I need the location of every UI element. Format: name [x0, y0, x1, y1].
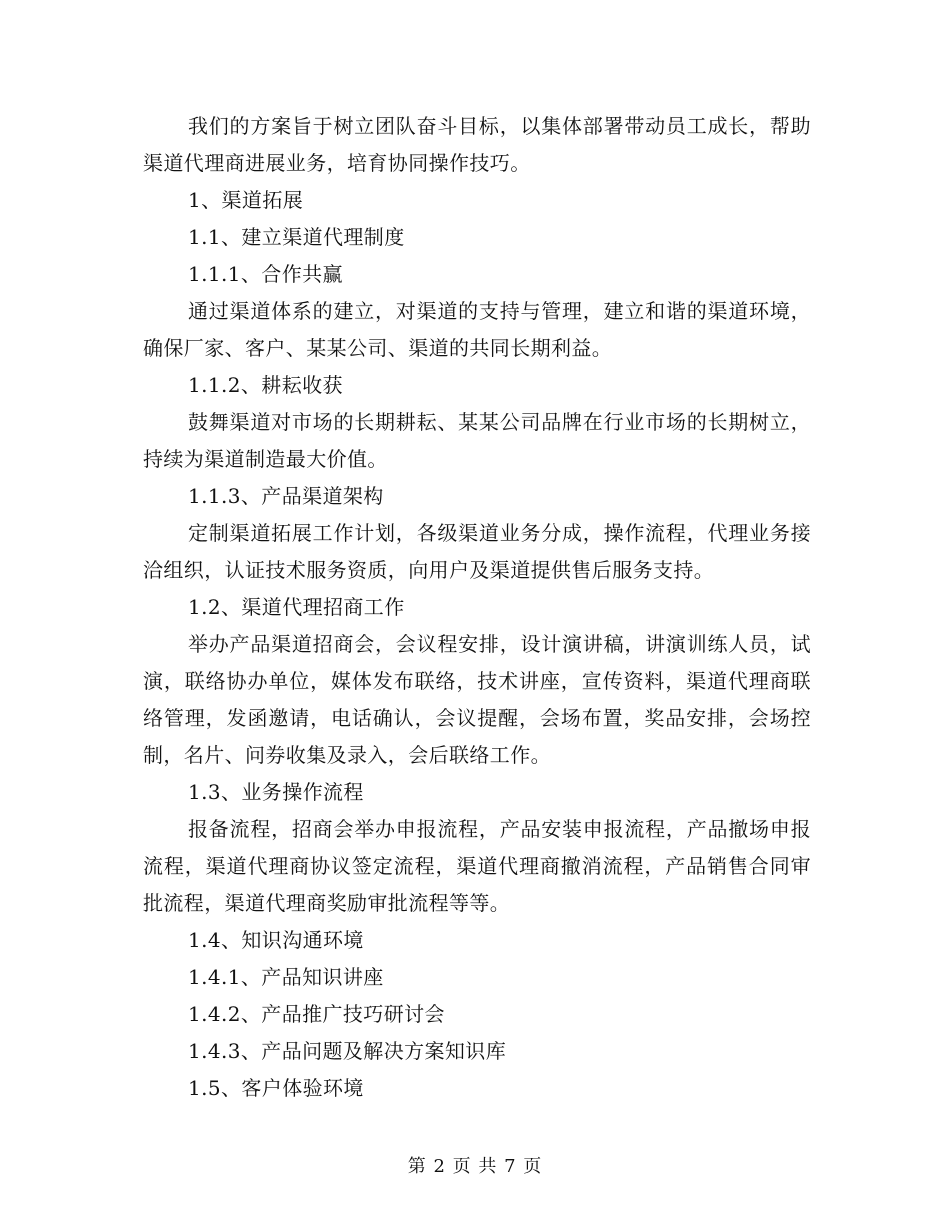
heading-product-knowledge-lecture: 1.4.1、产品知识讲座 — [188, 965, 384, 989]
page-number-footer: 第 2 页 共 7 页 — [407, 1156, 543, 1177]
heading-product-channel-structure: 1.1.3、产品渠道架构 — [188, 484, 384, 508]
paragraph-win-win: 通过渠道体系的建立，对渠道的支持与管理，建立和谐的渠道环境，确保厂家、客户、某某公司、渠道的共同长期利益。 — [143, 299, 811, 360]
heading-win-win: 1.1.1、合作共赢 — [188, 262, 343, 286]
heading-investment-promotion: 1.2、渠道代理招商工作 — [188, 595, 405, 619]
paragraph-investment-promotion: 举办产品渠道招商会，会议程安排，设计演讲稿，讲演训练人员，试演，联络协办单位，媒体发布联络，技术讲座，宣传资料，渠道代理商联络管理，发函邀请，电话确认，会议提醒，会场布置，奖品安排，会场控制，名片、问券收集及录入，会后联络工作。 — [143, 632, 811, 767]
heading-channel-expansion: 1、渠道拓展 — [188, 188, 304, 212]
paragraph-business-process: 报备流程，招商会举办申报流程，产品安装申报流程，产品撤场申报流程，渠道代理商协议签定流程，渠道代理商撤消流程，产品销售合同审批流程，渠道代理商奖励审批流程等等。 — [143, 817, 811, 915]
paragraph-cultivate-harvest: 鼓舞渠道对市场的长期耕耘、某某公司品牌在行业市场的长期树立，持续为渠道制造最大价值。 — [143, 410, 811, 471]
heading-business-process: 1.3、业务操作流程 — [188, 780, 364, 804]
document-body — [143, 108, 811, 1107]
heading-customer-experience: 1.5、客户体验环境 — [188, 1076, 364, 1100]
heading-cultivate-harvest: 1.1.2、耕耘收获 — [188, 373, 343, 397]
heading-agent-system: 1.1、建立渠道代理制度 — [188, 225, 405, 249]
paragraph-intro: 我们的方案旨于树立团队奋斗目标，以集体部署带动员工成长，帮助渠道代理商进展业务，培育协同操作技巧。 — [143, 114, 811, 175]
heading-promotion-seminar: 1.4.2、产品推广技巧研讨会 — [188, 1002, 445, 1026]
heading-solution-knowledge-base: 1.4.3、产品问题及解决方案知识库 — [188, 1039, 507, 1063]
paragraph-product-channel-structure: 定制渠道拓展工作计划，各级渠道业务分成，操作流程，代理业务接洽组织，认证技术服务资质，向用户及渠道提供售后服务支持。 — [143, 521, 811, 582]
heading-knowledge-environment: 1.4、知识沟通环境 — [188, 928, 364, 952]
